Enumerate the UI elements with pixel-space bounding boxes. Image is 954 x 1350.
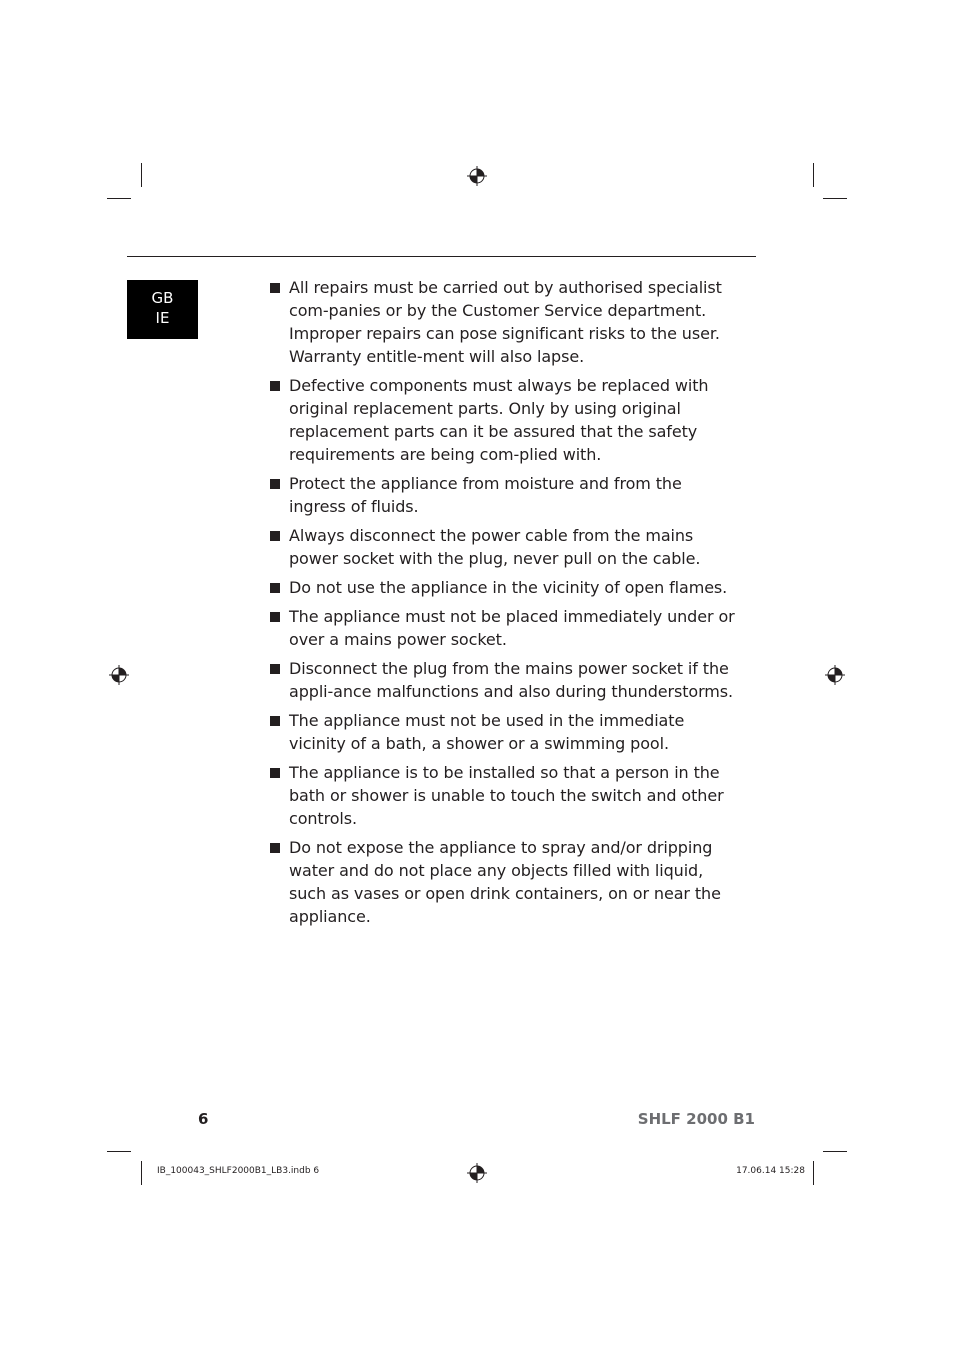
list-item-text: The appliance must not be used in the immediate vicinity of a bath, a shower or a swimming pool. [289, 711, 685, 753]
slug-file: IB_100043_SHLF2000B1_LB3.indb 6 [157, 1166, 320, 1176]
square-bullet-icon [270, 716, 280, 726]
language-code-ie: IE [155, 309, 170, 327]
crop-mark [141, 1161, 142, 1185]
square-bullet-icon [270, 531, 280, 541]
model-name: SHLF 2000 B1 [637, 1110, 755, 1128]
crop-mark [141, 163, 142, 187]
header-rule [127, 256, 756, 257]
page-number: 6 [198, 1110, 209, 1128]
list-item [270, 524, 740, 570]
registration-mark-icon [467, 166, 487, 186]
square-bullet-icon [270, 479, 280, 489]
square-bullet-icon [270, 381, 280, 391]
list-item [270, 472, 740, 518]
list-item-text: All repairs must be carried out by authorised specialist com-panies or by the Customer Service department. Improper repairs can pose significant risks to the user. Warranty entitle-ment will also lapse. [289, 278, 722, 366]
list-item [270, 605, 740, 651]
list-item-text: Defective components must always be replaced with original replacement parts. Only by using original replacement parts can it be assured that the safety requirements are being com-plied with. [289, 376, 709, 464]
registration-mark-icon [467, 1163, 487, 1183]
crop-mark [823, 1151, 847, 1152]
language-code-gb: GB [151, 289, 174, 307]
list-item [270, 276, 740, 368]
list-item-text: The appliance must not be placed immediately under or over a mains power socket. [289, 607, 735, 649]
square-bullet-icon [270, 768, 280, 778]
crop-mark [813, 1161, 814, 1185]
list-item-text: Do not use the appliance in the vicinity of open flames. [289, 578, 728, 597]
square-bullet-icon [270, 612, 280, 622]
crop-mark [813, 163, 814, 187]
list-item-text: The appliance is to be installed so that a person in the bath or shower is unable to touch the switch and other controls. [289, 763, 724, 828]
crop-mark [107, 1151, 131, 1152]
list-item [270, 657, 740, 703]
square-bullet-icon [270, 583, 280, 593]
slug-datetime: 17.06.14 15:28 [736, 1166, 805, 1176]
list-item-text: Protect the appliance from moisture and from the ingress of fluids. [289, 474, 682, 516]
list-item [270, 709, 740, 755]
registration-mark-icon [825, 665, 845, 685]
list-item-text: Always disconnect the power cable from the mains power socket with the plug, never pull on the cable. [289, 526, 701, 568]
square-bullet-icon [270, 664, 280, 674]
list-item-text: Disconnect the plug from the mains power socket if the appli-ance malfunctions and also during thunderstorms. [289, 659, 733, 701]
list-item [270, 374, 740, 466]
square-bullet-icon [270, 843, 280, 853]
crop-mark [823, 198, 847, 199]
registration-mark-icon [109, 665, 129, 685]
list-item [270, 576, 740, 599]
language-badge [127, 280, 198, 339]
crop-mark [107, 198, 131, 199]
list-item [270, 761, 740, 830]
square-bullet-icon [270, 283, 280, 293]
safety-instructions-list [270, 276, 740, 934]
list-item [270, 836, 740, 928]
list-item-text: Do not expose the appliance to spray and/or dripping water and do not place any objects filled with liquid, such as vases or open drink containers, on or near the appliance. [289, 838, 721, 926]
